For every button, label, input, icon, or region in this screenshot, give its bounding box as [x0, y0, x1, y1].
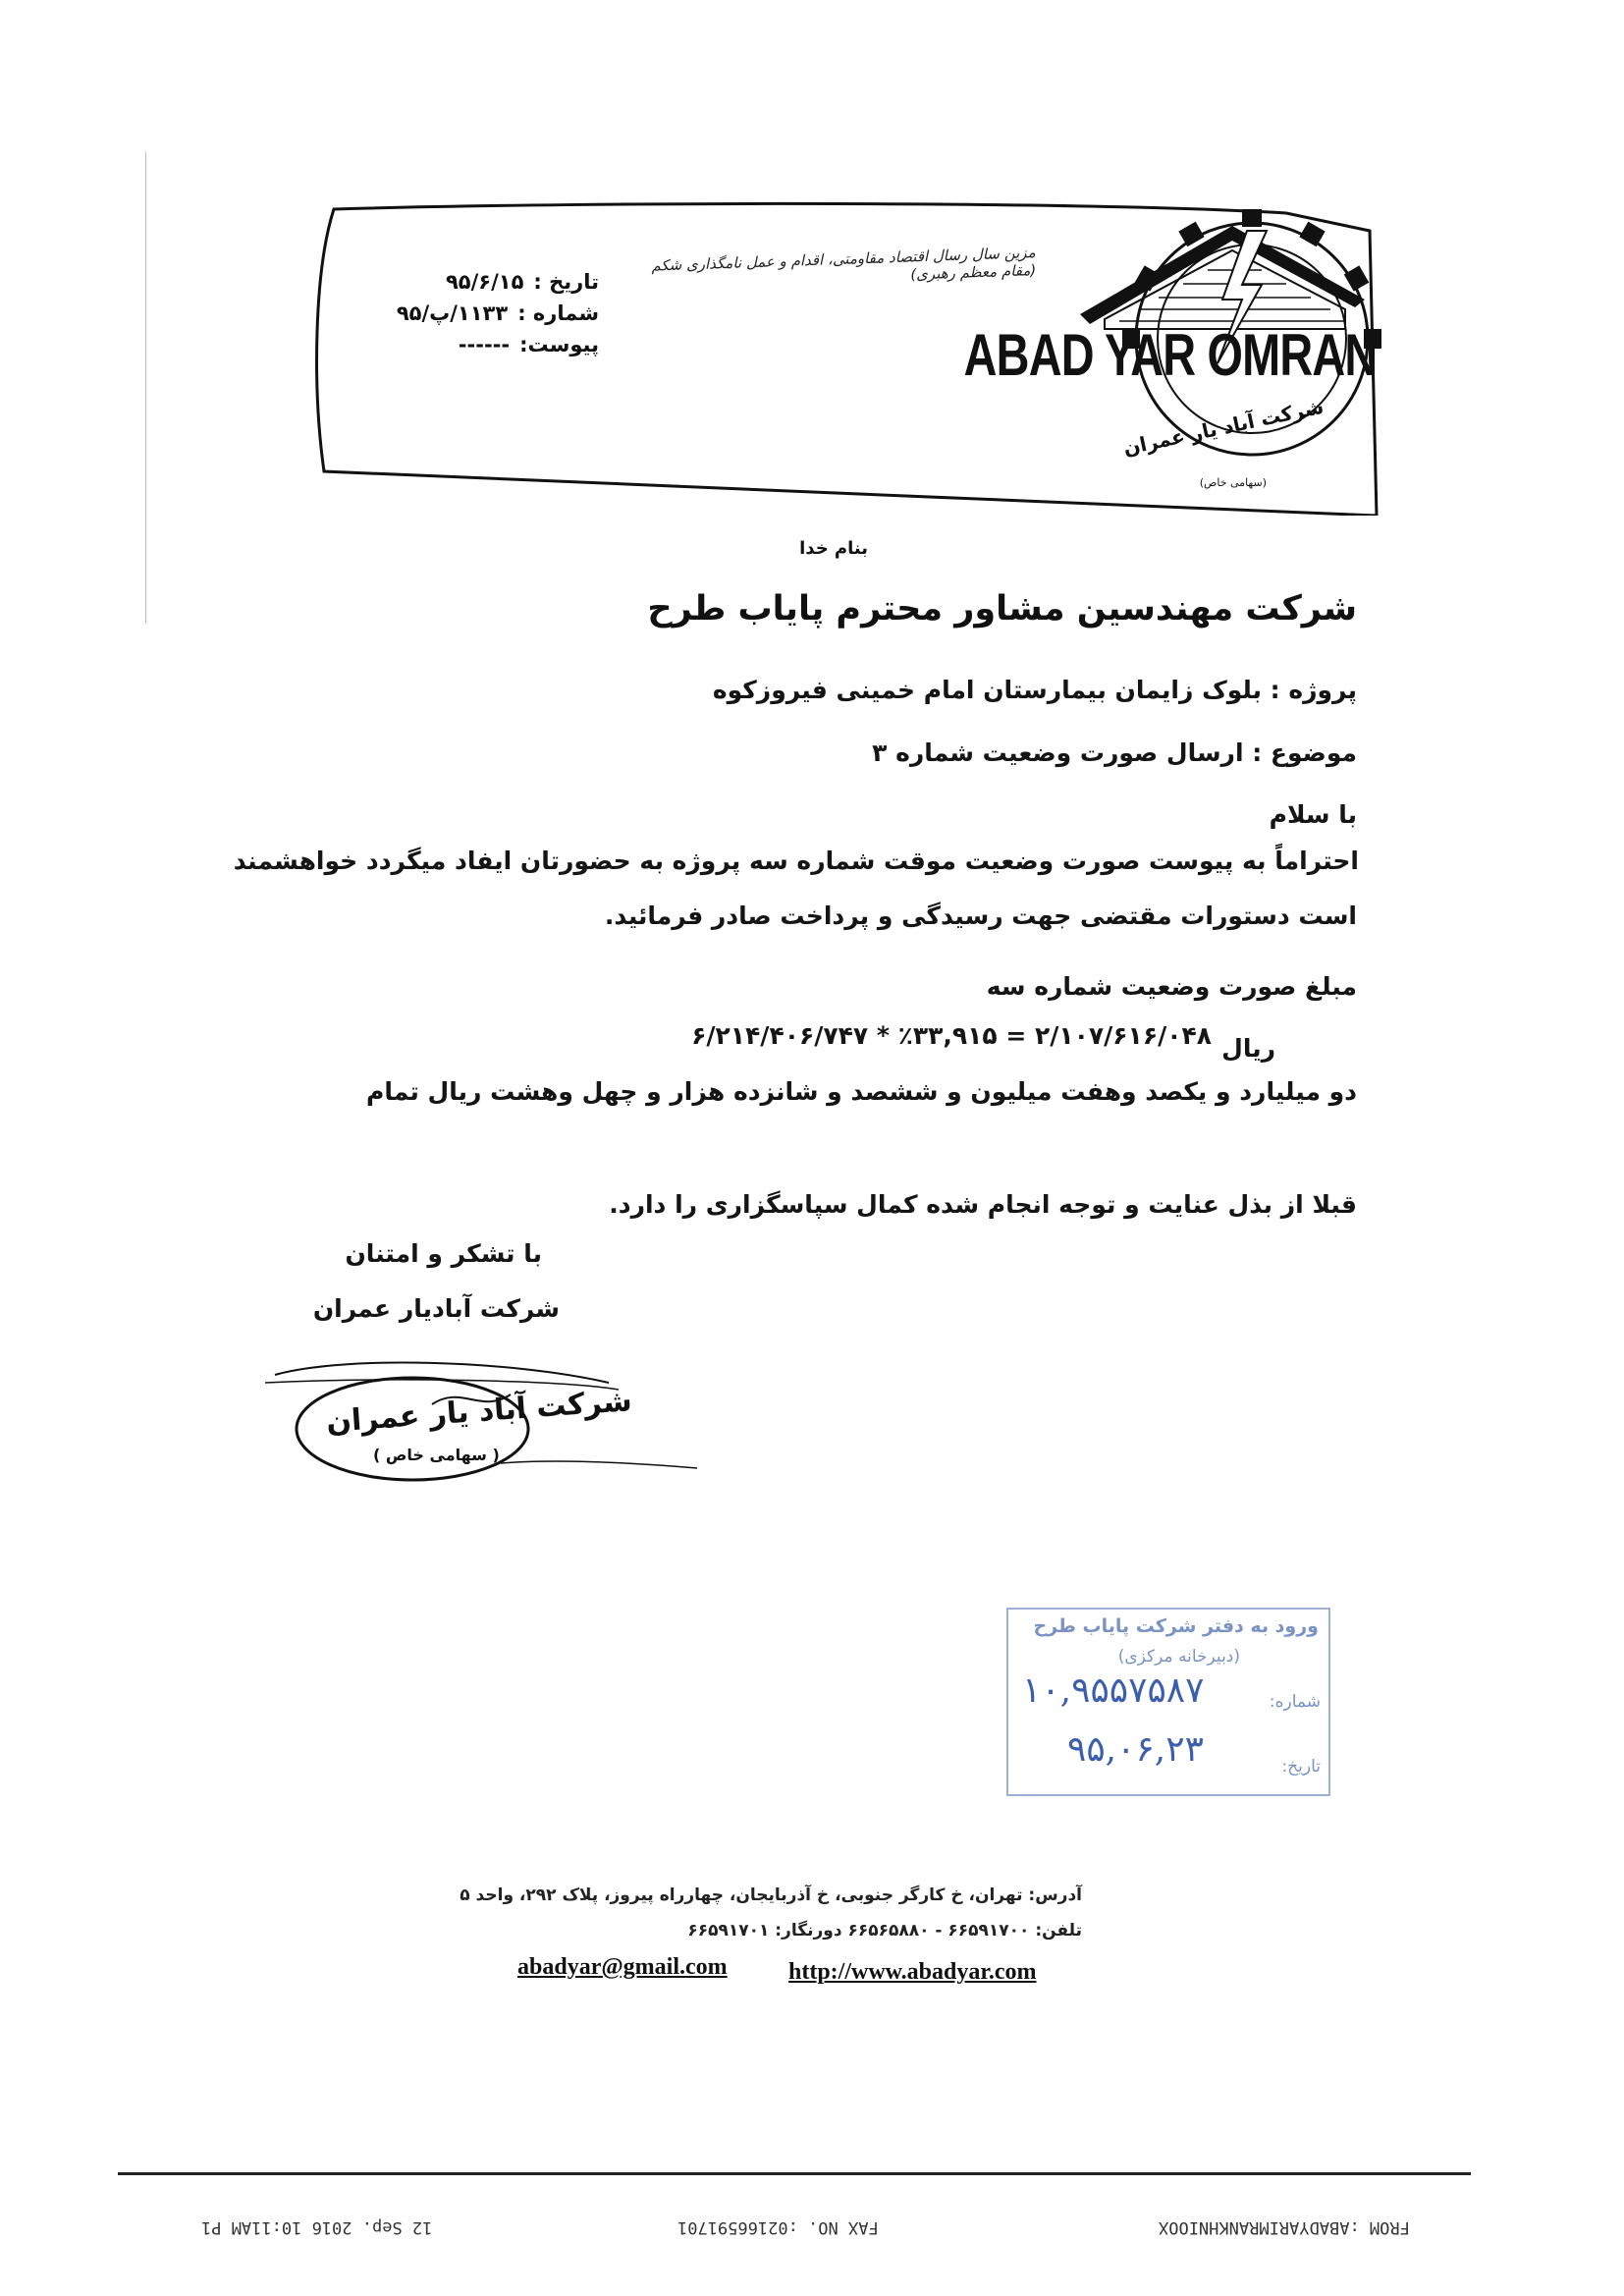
project-line: پروژه : بلوک زایمان بیمارستان امام خمینی فیروزکوه: [712, 676, 1357, 704]
subject-line: موضوع : ارسال صورت وضعیت شماره ۳: [872, 738, 1357, 767]
receipt-date-handwritten: ۹۵,۰۶,۲۳: [1067, 1729, 1204, 1770]
closing-line: قبلا از بذل عنایت و توجه انجام شده کمال سپاسگزاری را دارد.: [609, 1190, 1357, 1219]
seal-company-type: ( سهامی خاص ): [373, 1446, 500, 1464]
footer-email-link[interactable]: abadyar@gmail.com: [517, 1954, 728, 1980]
footer-phone: تلفن: ۶۶۵۹۱۷۰۰ - ۶۶۵۶۵۸۸۰ دورنگار: ۶۶۵۹۱۷۰۱: [687, 1921, 1082, 1941]
signoff-company: شرکت آبادیار عمران: [312, 1294, 560, 1323]
company-type-fa: (سهامی خاص): [1199, 476, 1267, 489]
receipt-number-label: شماره:: [1269, 1692, 1321, 1712]
paragraph-line-1: احتراماً به پیوست صورت وضعیت موقت شماره سه پروژه به حضورتان ایفاد میگردد خواهشمند: [233, 847, 1359, 875]
letter-meta: [393, 270, 599, 356]
paragraph-line-2: است دستورات مقتضی جهت رسیدگی و پرداخت صادر فرمائید.: [604, 902, 1357, 930]
attachment-value: ------: [458, 333, 511, 356]
company-seal: [265, 1355, 707, 1493]
company-logo: [963, 191, 1384, 516]
amount-words: دو میلیارد و یکصد وهفت میلیون و ششصد و شانزده هزار و چهل وهشت ریال تمام: [366, 1077, 1357, 1106]
company-name-latin: ABAD YAR OMRAN: [963, 322, 1377, 388]
footer-address: آدرس: تهران، خ کارگر جنوبی، خ آذربایجان، چهارراه پیروز، پلاک ۲۹۲، واحد ۵: [460, 1886, 1082, 1905]
receipt-date-label: تاریخ:: [1281, 1757, 1321, 1777]
recipient: شرکت مهندسین مشاور محترم پایاب طرح: [647, 589, 1357, 629]
receipt-stamp-subheader: (دبیرخانه مرکزی): [1117, 1647, 1240, 1667]
number-value: ۱۱۳۳/پ/۹۵: [396, 301, 509, 325]
letterhead: [304, 191, 1384, 516]
footer-divider: [118, 2172, 1471, 2175]
fax-header-left: 12 Sep. 2016 10:11AM P1: [201, 2217, 433, 2237]
company-name-fa: شرکت آباد یار عمران: [1120, 394, 1326, 461]
receipt-number-handwritten: ۱۰,۹۵۵۷۵۸۷: [1022, 1670, 1205, 1711]
date-label: تاریخ :: [533, 270, 599, 294]
seal-company-name: شرکت آباد یار عمران: [325, 1384, 633, 1440]
fax-header-right: FROM :ABADYARIMRANKHNIOOX: [1159, 2217, 1410, 2237]
greeting: با سلام: [1269, 800, 1357, 829]
receipt-stamp: [1006, 1608, 1330, 1796]
amount-unit: ریال: [1221, 1034, 1275, 1063]
receipt-stamp-header: ورود به دفتر شرکت پایاب طرح: [1033, 1615, 1319, 1637]
fax-header-middle: FAX NO. :02166591701: [677, 2217, 879, 2237]
slogan: مزین سال رسال اقتصاد مقاومتی، اقدام و عمل نامگذاری شکم (مقام معظم رهبری): [651, 244, 1037, 284]
date-value: ۹۵/۶/۱۵: [445, 270, 524, 294]
amount-label: مبلغ صورت وضعیت شماره سه: [986, 972, 1357, 1001]
attachment-label: پیوست:: [519, 333, 599, 356]
footer-website-link[interactable]: http://www.abadyar.com: [788, 1959, 1037, 1985]
number-label: شماره :: [517, 301, 599, 325]
scan-edge-mark: [145, 152, 146, 624]
amount-formula: ۶/۲۱۴/۴۰۶/۷۴۷ * ٪۳۳,۹۱۵ = ۲/۱۰۷/۶۱۶/۰۴۸: [691, 1021, 1212, 1050]
bismillah: بنام خدا: [799, 538, 868, 559]
signoff-thanks: با تشکر و امتنان: [345, 1239, 542, 1268]
